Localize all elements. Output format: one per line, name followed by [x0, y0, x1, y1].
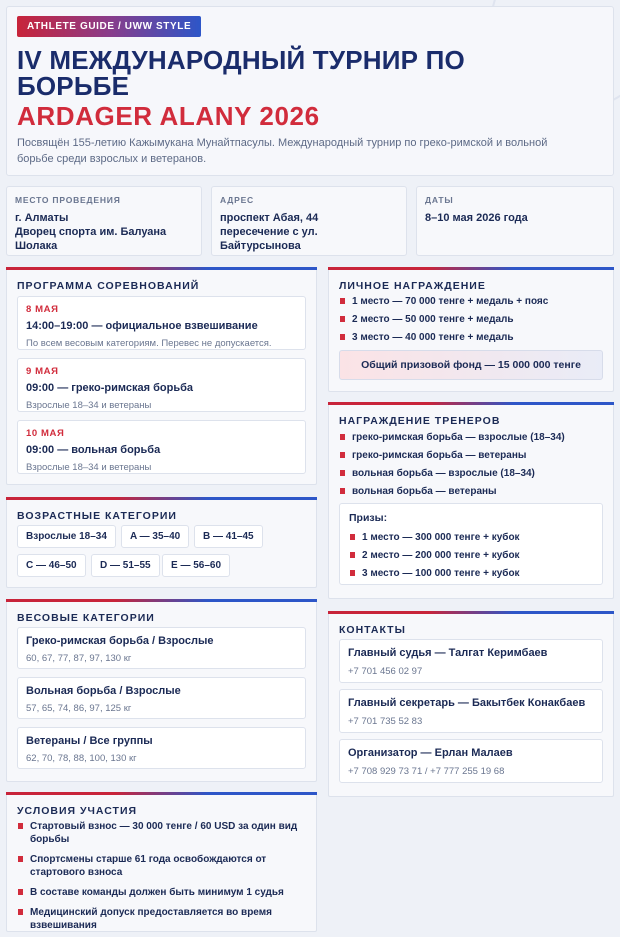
day-date: 9 МАЯ [26, 366, 59, 377]
contact-card [339, 739, 603, 783]
list-item: Спортсмены старше 61 года освобождаются от стартового взноса [17, 853, 306, 879]
awards-list [339, 295, 603, 344]
day-event: 09:00 — греко-римская борьба [26, 382, 194, 394]
age-chip: A — 35–40 [121, 525, 189, 548]
program-day-card [17, 420, 306, 474]
prize-fund-badge: Общий призовой фонд — 15 000 000 тенге [339, 350, 603, 380]
day-note: Взрослые 18–34 и ветераны [26, 400, 152, 411]
panel-title: УСЛОВИЯ УЧАСТИЯ [17, 805, 138, 817]
info-venue [6, 186, 202, 256]
contact-name: Организатор — Ерлан Малаев [348, 747, 513, 759]
page-title-accent: ARDAGER ALANY 2026 [17, 101, 320, 131]
contact-phone[interactable]: +7 701 735 52 83 [348, 716, 423, 727]
list-item: 3 место — 40 000 тенге + медаль [339, 331, 603, 344]
contact-name: Главный секретарь — Бакытбек Конакбаев [348, 697, 586, 709]
weight-card-values: 62, 70, 78, 88, 100, 130 кг [26, 753, 137, 764]
day-event: 09:00 — вольная борьба [26, 444, 161, 456]
weight-panel [6, 599, 317, 782]
list-item: вольная борьба — ветераны [339, 485, 603, 498]
list-item: 2 место — 50 000 тенге + медаль [339, 313, 603, 326]
age-chip: C — 46–50 [17, 554, 86, 577]
info-address [211, 186, 407, 256]
weight-card [17, 727, 306, 769]
list-item: греко-римская борьба — взрослые (18–34) [339, 431, 603, 444]
day-event: 14:00–19:00 — официальное взвешивание [26, 320, 258, 332]
panel-title: ВЕСОВЫЕ КАТЕГОРИИ [17, 612, 155, 624]
day-date: 10 МАЯ [26, 428, 65, 439]
conditions-list [17, 820, 306, 932]
weight-card [17, 677, 306, 719]
contact-phone[interactable]: +7 708 929 73 71 / +7 777 255 19 68 [348, 766, 505, 777]
age-panel [6, 497, 317, 588]
contact-name: Главный судья — Талгат Керимбаев [348, 647, 548, 659]
info-label: МЕСТО ПРОВЕДЕНИЯ [15, 195, 121, 205]
contact-card [339, 639, 603, 683]
list-item: 3 место — 100 000 тенге + кубок [349, 567, 593, 580]
header [6, 6, 614, 176]
list-item: Медицинский допуск предоставляется во время взвешивания [17, 906, 306, 932]
guide-badge: ATHLETE GUIDE / UWW STYLE [17, 16, 201, 37]
info-label: АДРЕС [220, 195, 254, 205]
panel-title: НАГРАЖДЕНИЕ ТРЕНЕРОВ [339, 415, 501, 427]
info-label: ДАТЫ [425, 195, 454, 205]
weight-card-values: 60, 67, 77, 87, 97, 130 кг [26, 653, 132, 664]
panel-title: ЛИЧНОЕ НАГРАЖДЕНИЕ [339, 280, 486, 292]
day-date: 8 МАЯ [26, 304, 59, 315]
weight-card-title: Вольная борьба / Взрослые [26, 685, 181, 697]
day-note: По всем весовым категориям. Перевес не допускается. [26, 338, 272, 349]
weight-card [17, 627, 306, 669]
list-item: В составе команды должен быть минимум 1 судья [17, 886, 306, 899]
age-chip: Взрослые 18–34 [17, 525, 116, 548]
conditions-panel [6, 792, 317, 932]
info-value: проспект Абая, 44 пересечение с ул. Байтурсынова [220, 212, 319, 252]
info-value: 8–10 мая 2026 года [425, 212, 528, 224]
list-item: Стартовый взнос — 30 000 тенге / 60 USD за один вид борьбы [17, 820, 306, 846]
list-item: 1 место — 70 000 тенге + медаль + пояс [339, 295, 603, 308]
awards-panel [328, 267, 614, 392]
coaches-panel [328, 402, 614, 599]
weight-card-title: Ветераны / Все группы [26, 735, 153, 747]
weight-card-values: 57, 65, 74, 86, 97, 125 кг [26, 703, 132, 714]
info-value: г. Алматы Дворец спорта им. Балуана Шолака [15, 212, 167, 252]
list-item: вольная борьба — взрослые (18–34) [339, 467, 603, 480]
day-note: Взрослые 18–34 и ветераны [26, 462, 152, 473]
coaches-list [339, 431, 603, 498]
list-item: 2 место — 200 000 тенге + кубок [349, 549, 593, 562]
list-item: 1 место — 300 000 тенге + кубок [349, 531, 593, 544]
prizes-title: Призы: [349, 512, 388, 524]
age-chip: D — 51–55 [91, 554, 160, 577]
coach-prizes-box [339, 503, 603, 585]
panel-title: ВОЗРАСТНЫЕ КАТЕГОРИИ [17, 510, 177, 522]
coach-prizes-list [349, 531, 593, 580]
weight-card-title: Греко-римская борьба / Взрослые [26, 635, 214, 647]
list-item: греко-римская борьба — ветераны [339, 449, 603, 462]
page-subtitle: Посвящён 155-летию Кажымукана Мунайтпасулы. Международный турнир по греко-римской и вольной борьбе среди взрослых и ветеранов. [17, 137, 548, 165]
contacts-panel [328, 611, 614, 797]
age-chip: B — 41–45 [194, 525, 263, 548]
program-panel [6, 267, 317, 485]
info-dates [416, 186, 614, 256]
panel-title: КОНТАКТЫ [339, 624, 406, 636]
program-day-card [17, 358, 306, 412]
age-chip: E — 56–60 [162, 554, 230, 577]
contact-card [339, 689, 603, 733]
contact-phone[interactable]: +7 701 456 02 97 [348, 666, 423, 677]
program-day-card [17, 296, 306, 350]
page-title: IV МЕЖДУНАРОДНЫЙ ТУРНИР ПО БОРЬБЕ [17, 45, 465, 101]
panel-title: ПРОГРАММА СОРЕВНОВАНИЙ [17, 280, 200, 292]
